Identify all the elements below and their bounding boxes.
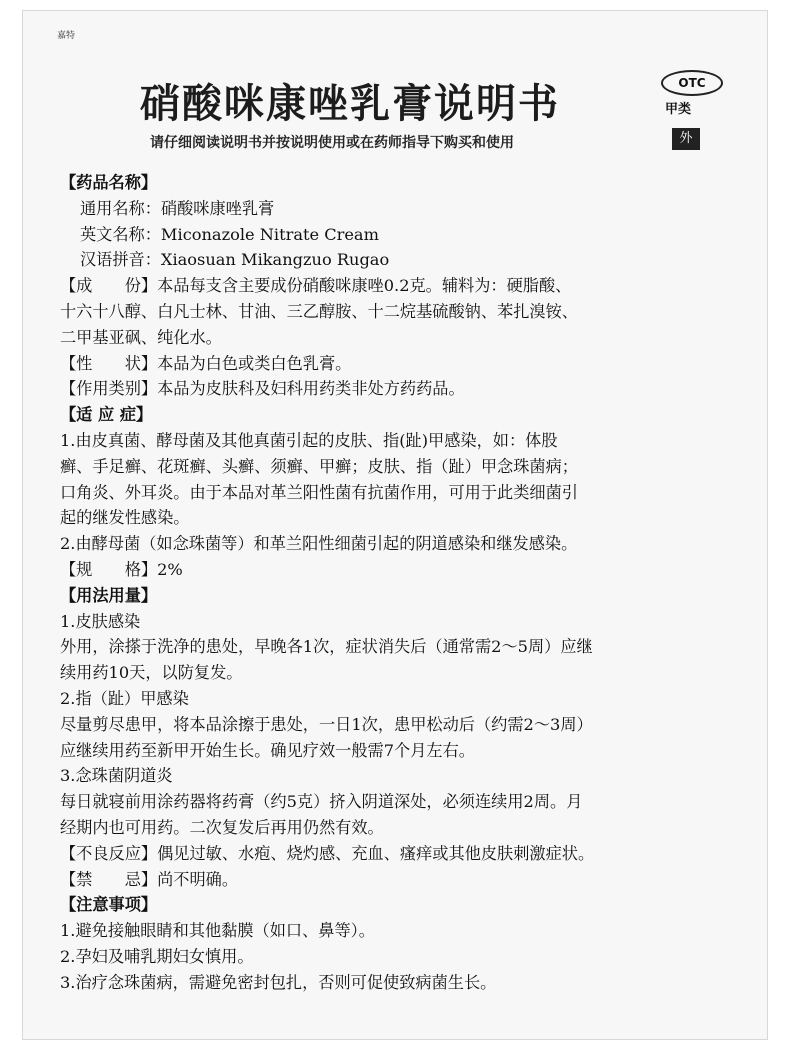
appearance-line: 【性 状】本品为白色或类白色乳膏。	[60, 353, 352, 373]
dosage-line: 续用药10天，以防复发。	[60, 663, 243, 683]
dosage-line: 每日就寝前用涂药器将药膏（约5克）挤入阴道深处，必须连续用2周。月	[60, 792, 583, 812]
section-heading-drug-name: 【药品名称】	[60, 173, 158, 192]
indications-line: 癣、手足癣、花斑癣、头癣、须癣、甲癣；皮肤、指（趾）甲念珠菌病；	[60, 456, 578, 476]
contraindications-line: 【禁 忌】尚不明确。	[60, 869, 239, 889]
category-line: 【作用类别】本品为皮肤科及妇科用药类非处方药药品。	[60, 379, 465, 399]
ingredients-line: 二甲基亚砜、纯化水。	[60, 327, 222, 347]
section-heading-indications: 【适 应 症】	[60, 405, 153, 425]
dosage-subheading: 1.皮肤感染	[60, 611, 141, 631]
document-title: 硝酸咪康唑乳膏说明书	[140, 81, 560, 127]
indications-line: 口角炎、外耳炎。由于本品对革兰阳性菌有抗菌作用，可用于此类细菌引	[60, 482, 578, 502]
ingredients-line: 十六十八醇、白凡士林、甘油、三乙醇胺、十二烷基硫酸钠、苯扎溴铵、	[60, 301, 578, 321]
dosage-line: 应继续用药至新甲开始生长。确见疗效一般需7个月左右。	[60, 740, 475, 760]
pinyin-name-line: 汉语拼音：Xiaosuan Mikangzuo Rugao	[80, 250, 390, 270]
dosage-subheading: 3.念珠菌阴道炎	[60, 766, 173, 786]
dosage-line: 经期内也可用药。二次复发后再用仍然有效。	[60, 817, 384, 837]
precautions-line: 3.治疗念珠菌病，需避免密封包扎，否则可促使致病菌生长。	[60, 972, 497, 992]
leaflet-body	[60, 170, 746, 996]
otc-class-label: 甲类	[665, 102, 692, 117]
dosage-line: 尽量剪尽患甲，将本品涂擦于患处，一日1次，患甲松动后（约需2～3周）	[60, 714, 593, 734]
otc-badge: OTC	[661, 70, 723, 96]
indications-line: 起的继发性感染。	[60, 508, 190, 528]
precautions-line: 1.避免接触眼睛和其他黏膜（如口、鼻等）。	[60, 921, 375, 941]
section-heading-dosage: 【用法用量】	[60, 585, 158, 605]
indications-line: 2.由酵母菌（如念珠菌等）和革兰阳性细菌引起的阴道感染和继发感染。	[60, 534, 578, 554]
section-heading-precautions: 【注意事项】	[60, 895, 158, 915]
dosage-line: 外用，涂搽于洗净的患处，早晚各1次，症状消失后（通常需2～5周）应继	[60, 637, 593, 657]
brand-logo-text: 嘉特	[57, 31, 76, 41]
external-use-badge: 外	[672, 128, 700, 150]
usage-notice: 请仔细阅读说明书并按说明使用或在药师指导下购买和使用	[150, 135, 514, 151]
indications-line: 1.由皮真菌、酵母菌及其他真菌引起的皮肤、指(趾)甲感染，如：体股	[60, 430, 558, 450]
ingredients-line: 【成 份】本品每支含主要成份硝酸咪康唑0.2克。辅料为：硬脂酸、	[60, 276, 572, 296]
specification-line: 【规 格】2%	[60, 559, 183, 579]
english-name-line: 英文名称：Miconazole Nitrate Cream	[80, 224, 379, 244]
precautions-line: 2.孕妇及哺乳期妇女慎用。	[60, 946, 254, 966]
adverse-reactions-line: 【不良反应】偶见过敏、水疱、烧灼感、充血、瘙痒或其他皮肤刺激症状。	[60, 843, 595, 863]
dosage-subheading: 2.指（趾）甲感染	[60, 688, 189, 708]
generic-name-line: 通用名称：硝酸咪康唑乳膏	[80, 198, 275, 218]
